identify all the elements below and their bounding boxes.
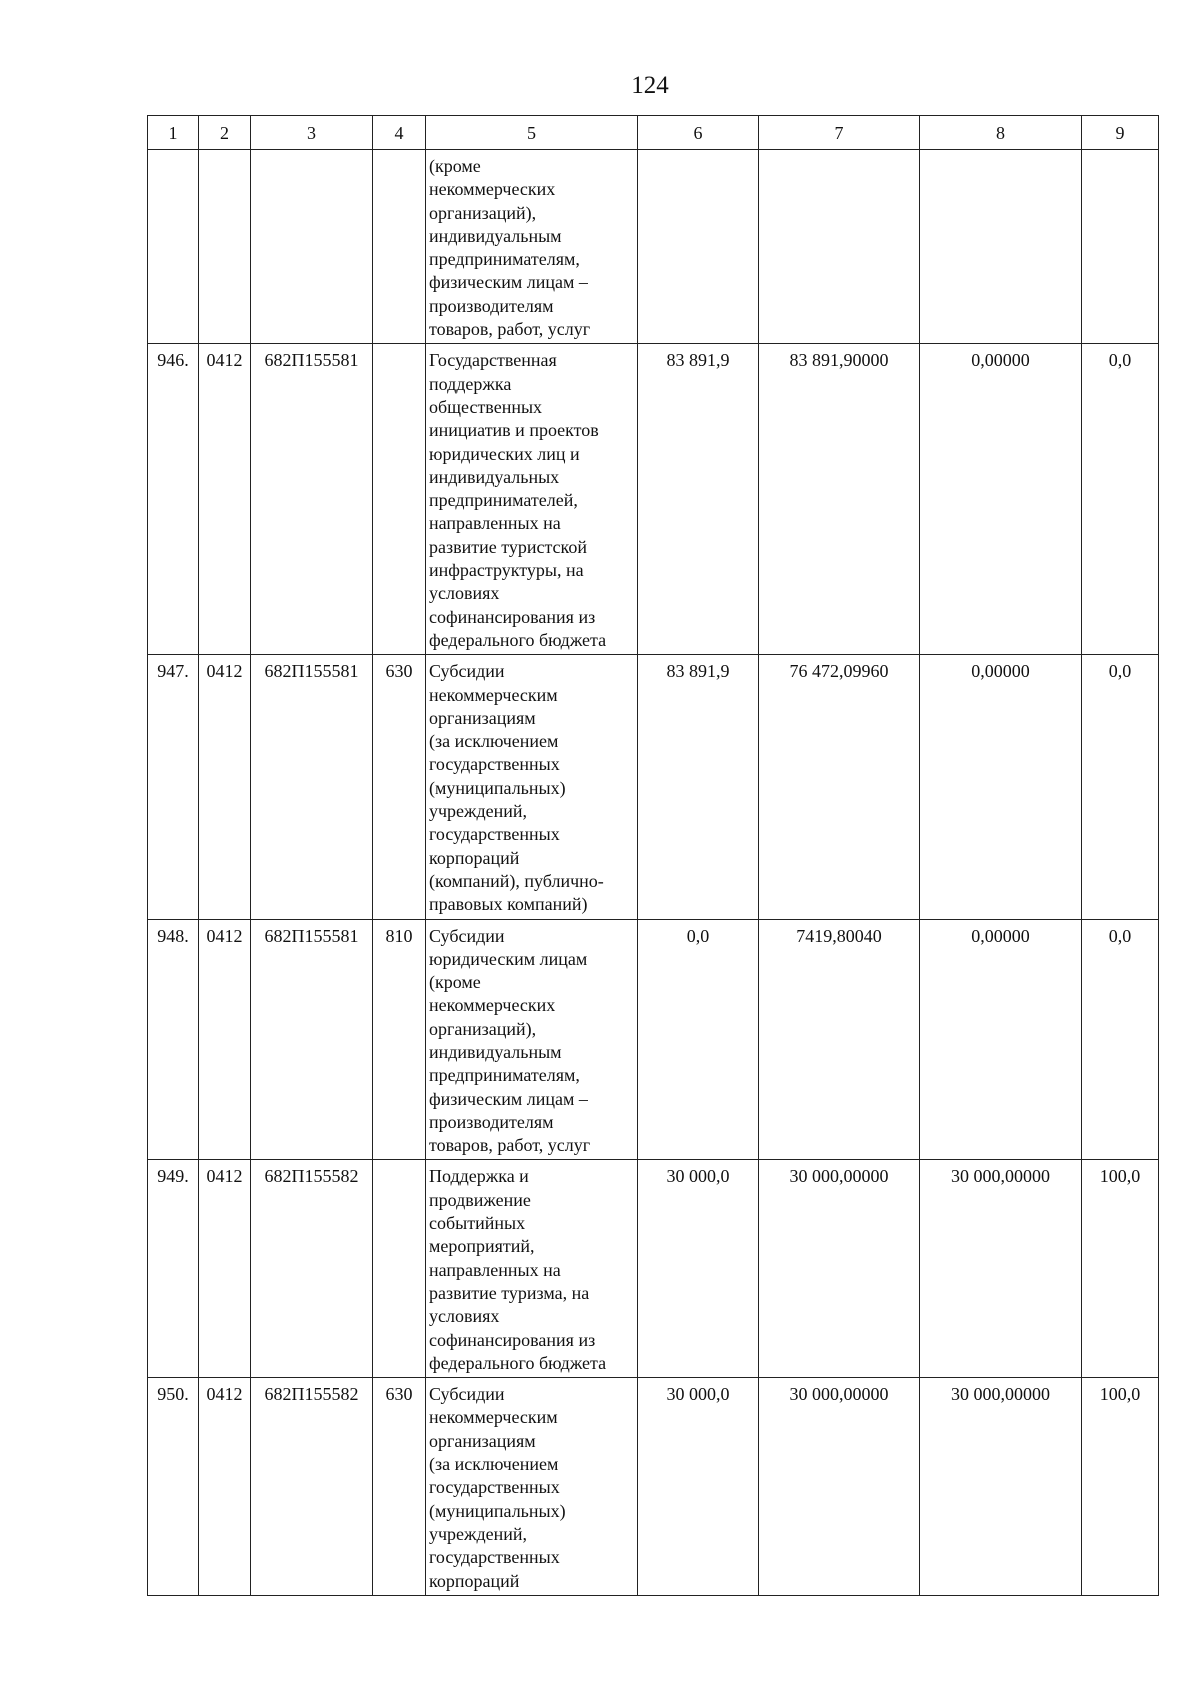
value-col8-cell: 30 000,00000	[920, 1160, 1082, 1378]
row-number-cell: 946.	[148, 344, 199, 655]
column-header: 5	[426, 116, 638, 150]
item-name-cell: (кроме некоммерческих организаций), индивидуальным предпринимателям, физическим лицам – производителям товаров, работ, услуг	[426, 150, 638, 344]
page-header	[0, 72, 1200, 100]
value-col6-cell	[638, 150, 759, 344]
value-col6-cell: 0,0	[638, 919, 759, 1160]
expense-kind-cell	[373, 1160, 426, 1378]
section-code-cell	[199, 150, 251, 344]
target-article-cell: 682П155581	[251, 344, 373, 655]
value-col6-cell: 83 891,9	[638, 344, 759, 655]
header-row	[148, 116, 1159, 150]
target-article-cell: 682П155581	[251, 655, 373, 919]
value-col9-cell: 0,0	[1082, 344, 1159, 655]
table-body	[148, 150, 1159, 1596]
table-row	[148, 1378, 1159, 1596]
column-header: 3	[251, 116, 373, 150]
section-code-cell: 0412	[199, 1378, 251, 1596]
value-col8-cell: 30 000,00000	[920, 1378, 1082, 1596]
value-col7-cell: 83 891,90000	[759, 344, 920, 655]
target-article-cell	[251, 150, 373, 344]
column-header: 9	[1082, 116, 1159, 150]
expense-kind-cell	[373, 150, 426, 344]
column-header: 8	[920, 116, 1082, 150]
target-article-cell: 682П155581	[251, 919, 373, 1160]
column-header: 7	[759, 116, 920, 150]
row-number-cell: 948.	[148, 919, 199, 1160]
section-code-cell: 0412	[199, 1160, 251, 1378]
table-row	[148, 1160, 1159, 1378]
section-code-cell: 0412	[199, 919, 251, 1160]
budget-table	[147, 115, 1159, 1596]
value-col7-cell: 76 472,09960	[759, 655, 920, 919]
column-header: 4	[373, 116, 426, 150]
value-col7-cell: 30 000,00000	[759, 1160, 920, 1378]
table-row	[148, 344, 1159, 655]
column-header: 1	[148, 116, 199, 150]
value-col8-cell	[920, 150, 1082, 344]
value-col7-cell: 30 000,00000	[759, 1378, 920, 1596]
item-name-cell: Поддержка и продвижение событийных мероприятий, направленных на развитие туризма, на условиях софинансирования из федерального бюджета	[426, 1160, 638, 1378]
table-row	[148, 655, 1159, 919]
value-col8-cell: 0,00000	[920, 655, 1082, 919]
value-col7-cell	[759, 150, 920, 344]
value-col9-cell	[1082, 150, 1159, 344]
value-col7-cell: 7419,80040	[759, 919, 920, 1160]
row-number-cell: 949.	[148, 1160, 199, 1378]
row-number-cell: 950.	[148, 1378, 199, 1596]
value-col9-cell: 0,0	[1082, 655, 1159, 919]
expense-kind-cell: 810	[373, 919, 426, 1160]
page-number: 124	[631, 72, 669, 99]
value-col9-cell: 100,0	[1082, 1160, 1159, 1378]
expense-kind-cell: 630	[373, 1378, 426, 1596]
item-name-cell: Субсидии юридическим лицам (кроме некоммерческих организаций), индивидуальным предпринимателям, физическим лицам – производителям товаров, работ, услуг	[426, 919, 638, 1160]
item-name-cell: Субсидии некоммерческим организациям (за исключением государственных (муниципальных) учреждений, государственных корпораций	[426, 1378, 638, 1596]
table-row	[148, 919, 1159, 1160]
target-article-cell: 682П155582	[251, 1378, 373, 1596]
column-header: 6	[638, 116, 759, 150]
section-code-cell: 0412	[199, 655, 251, 919]
target-article-cell: 682П155582	[251, 1160, 373, 1378]
value-col8-cell: 0,00000	[920, 919, 1082, 1160]
row-number-cell: 947.	[148, 655, 199, 919]
row-number-cell	[148, 150, 199, 344]
table-header	[148, 116, 1159, 150]
value-col9-cell: 0,0	[1082, 919, 1159, 1160]
expense-kind-cell: 630	[373, 655, 426, 919]
column-header: 2	[199, 116, 251, 150]
expense-kind-cell	[373, 344, 426, 655]
value-col6-cell: 83 891,9	[638, 655, 759, 919]
item-name-cell: Государственная поддержка общественных инициатив и проектов юридических лиц и индивидуальных предпринимателей, направленных на развитие туристской инфраструктуры, на условиях софинансирования из федерального бюджета	[426, 344, 638, 655]
value-col9-cell: 100,0	[1082, 1378, 1159, 1596]
table-row	[148, 150, 1159, 344]
value-col8-cell: 0,00000	[920, 344, 1082, 655]
value-col6-cell: 30 000,0	[638, 1160, 759, 1378]
item-name-cell: Субсидии некоммерческим организациям (за исключением государственных (муниципальных) учреждений, государственных корпораций (компаний), публично- правовых компаний)	[426, 655, 638, 919]
section-code-cell: 0412	[199, 344, 251, 655]
value-col6-cell: 30 000,0	[638, 1378, 759, 1596]
